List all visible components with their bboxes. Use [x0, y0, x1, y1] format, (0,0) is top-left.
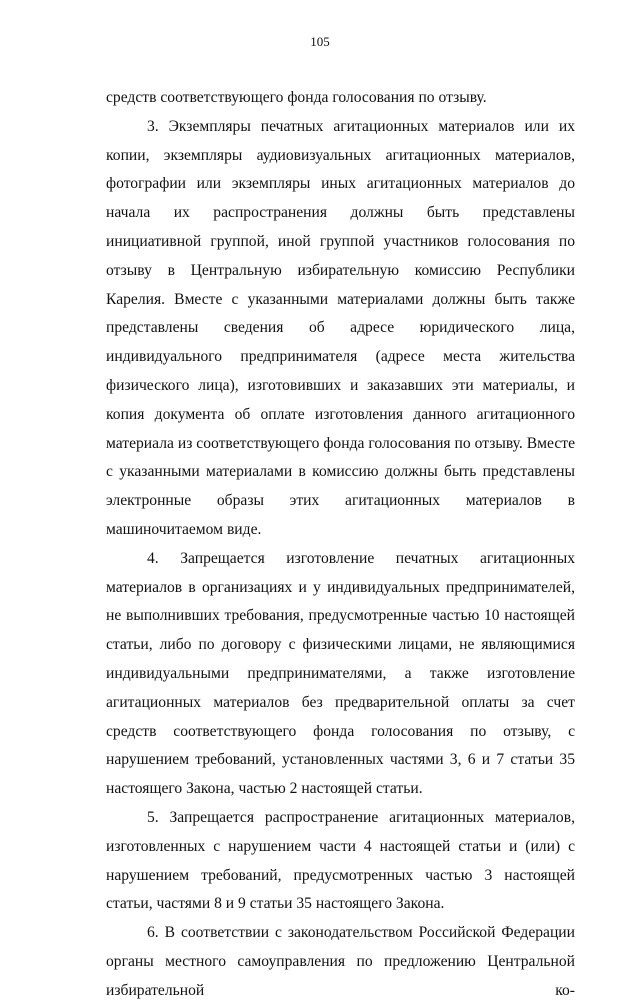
paragraph-item-6: 6. В соответствии с законодательством Российской Федерации органы местного самоуправления по предложению Центральной избирательной ко- [106, 924, 575, 999]
paragraph-continuation: средств соответствующего фонда голосования по отзыву. [106, 89, 487, 106]
paragraph-item-3: 3. Экземпляры печатных агитационных материалов или их копии, экземпляры аудиовизуальных агитационных материалов, фотографии или экземпляры иных агитационных материалов до начала их распространения должны быть представлены инициативной группой, иной группой участников голосования по отзыву в Центральную избирательную комиссию Республики Карелия. Вместе с указанными материалами должны быть также представлены сведения об адресе юридического лица, индивидуального предпринимателя (адресе места жительства физического лица), изготовивших и заказавших эти материалы, и копия документа об оплате изготовления данного агитационного материала из соответствующего фонда голосования по отзыву. Вместе с указанными материалами в комиссию должны быть представлены электронные образы этих агитационных материалов в машиночитаемом виде. [106, 117, 575, 538]
document-body [106, 84, 575, 1006]
paragraph-item-4: 4. Запрещается изготовление печатных агитационных материалов в организациях и у индивидуальных предпринимателей, не выполнивших требования, предусмотренные частью 10 настоящей статьи, либо по договору с физическими лицами, не являющимися индивидуальными предпринимателями, а также изготовление агитационных материалов без предварительной оплаты за счет средств соответствующего фонда голосования по отзыву, с нарушением требований, установленных частями 3, 6 и 7 статьи 35 настоящего Закона, частью 2 настоящей статьи. [106, 549, 575, 798]
paragraph-item-5: 5. Запрещается распространение агитационных материалов, изготовленных с нарушением части 4 настоящей статьи и (или) с нарушением требований, предусмотренных частью 3 настоящей статьи, частями 8 и 9 статьи 35 настоящего Закона. [106, 808, 575, 913]
page-number: 105 [310, 34, 330, 49]
